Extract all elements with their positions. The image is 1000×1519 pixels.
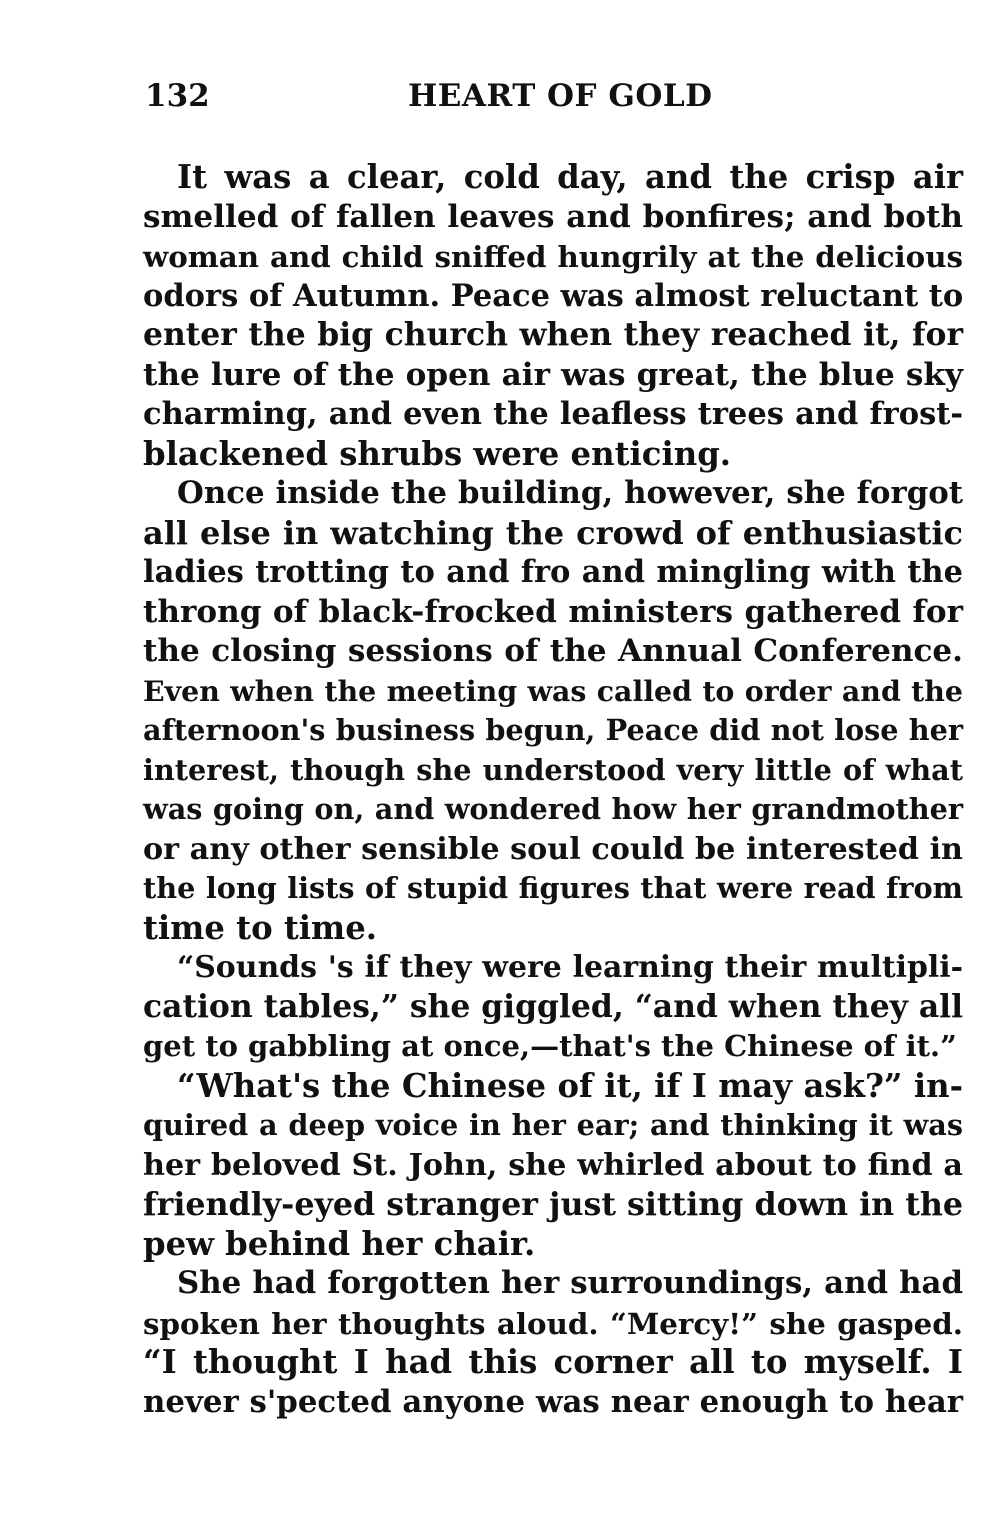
text-line: the lure of the open air was great, the blue sky	[143, 356, 963, 393]
text-line: Even when the meeting was called to order and the	[143, 673, 963, 708]
text-line: odors of Autumn. Peace was almost reluctant to	[143, 277, 964, 314]
text-line: charming, and even the leafless trees and frost-	[143, 396, 963, 432]
text-line: the long lists of stupid figures that were read from	[143, 871, 963, 905]
text-line: time to time.	[143, 908, 378, 947]
text-line: enter the big church when they reached it, for	[143, 317, 963, 353]
page-number: 132	[145, 78, 210, 114]
text-line: her beloved St. John, she whirled about to find a	[143, 1147, 963, 1183]
text-line: ladies trotting to and fro and mingling with the	[143, 554, 963, 590]
body-text	[143, 158, 963, 1422]
text-line: smelled of fallen leaves and bonfires; and both	[143, 198, 963, 235]
text-line: She had forgotten her surroundings, and had	[177, 1265, 963, 1301]
text-line: afternoon's business begun, Peace did not lose her	[143, 713, 963, 747]
text-line: It was a clear, cold day, and the crisp air	[177, 158, 963, 196]
running-head: HEART OF GOLD	[408, 78, 713, 114]
paragraph	[143, 1067, 963, 1265]
text-line: “What's the Chinese of it, if I may ask?” in-	[177, 1066, 963, 1105]
text-line: spoken her thoughts aloud. “Mercy!” she gasped.	[143, 1305, 963, 1341]
text-line: was going on, and wondered how her grandmother	[143, 792, 963, 826]
text-line: “I thought I had this corner all to myself. I	[143, 1343, 963, 1381]
text-line: “Sounds 's if they were learning their multipli-	[177, 950, 963, 985]
paragraph	[143, 948, 963, 1067]
page-header	[145, 78, 960, 122]
text-line: all else in watching the crowd of enthusiastic	[143, 513, 963, 552]
text-line: friendly-eyed stranger just sitting down in the	[143, 1186, 964, 1223]
paragraph	[143, 474, 963, 948]
text-line: quired a deep voice in her ear; and thinking it was	[143, 1108, 963, 1142]
paragraph	[143, 1264, 963, 1422]
text-line: woman and child sniffed hungrily at the delicious	[143, 239, 963, 274]
text-line: or any other sensible soul could be interested in	[143, 831, 963, 867]
text-line: pew behind her chair.	[143, 1224, 536, 1263]
text-line: get to gabbling at once,—that's the Chinese of it.”	[143, 1029, 957, 1063]
text-line: Once inside the building, however, she forgot	[177, 475, 963, 511]
text-line: throng of black-frocked ministers gathered for	[143, 593, 963, 630]
text-line: interest, though she understood very little of what	[143, 752, 963, 787]
text-line: cation tables,” she giggled, “and when they all	[143, 988, 964, 1025]
text-line: the closing sessions of the Annual Conference.	[143, 633, 963, 669]
text-line: never s'pected anyone was near enough to hear	[143, 1383, 963, 1420]
text-line: blackened shrubs were enticing.	[143, 434, 732, 473]
paragraph	[143, 158, 963, 474]
